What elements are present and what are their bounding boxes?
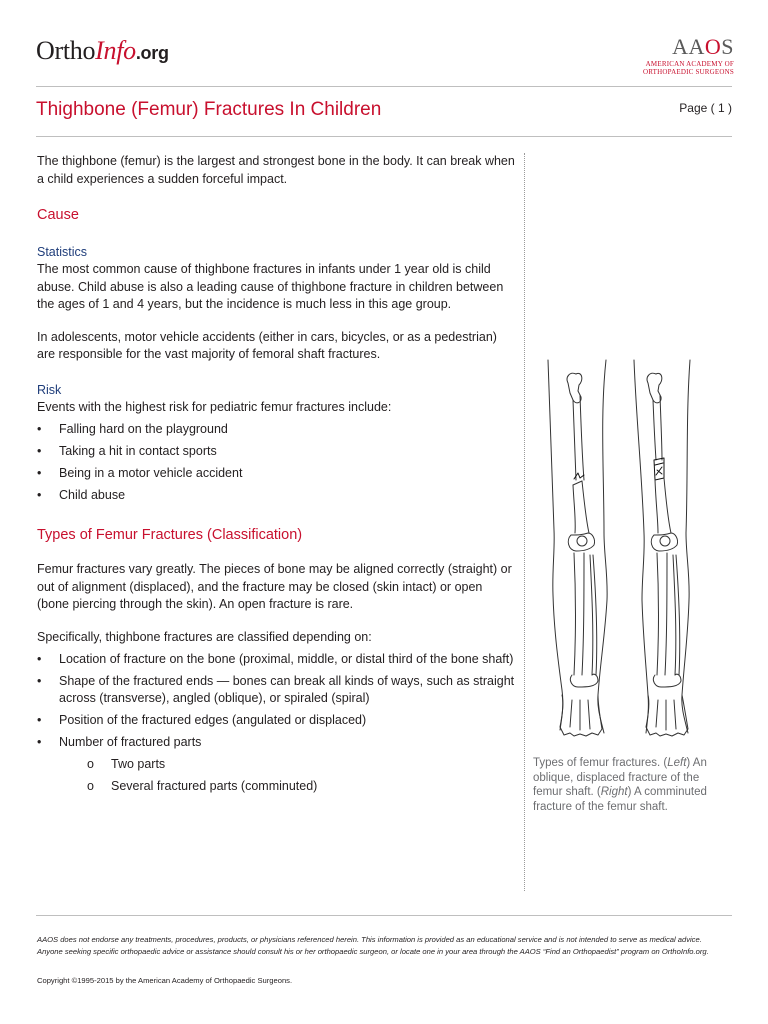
page-header: [0, 0, 768, 90]
caption-left-label: Left: [667, 757, 687, 769]
caption-text-2: ) An oblique, displaced fracture of the femur shaft. (: [533, 757, 707, 798]
fractured-parts-sublist: [37, 756, 515, 796]
page-title: Thighbone (Femur) Fractures In Children: [36, 99, 382, 120]
statistics-heading: Statistics: [37, 245, 88, 259]
caption-text-3: ) A comminuted fracture of the femur shaft.: [533, 786, 707, 813]
logo-org-text: .org: [135, 43, 169, 63]
article-body: [37, 153, 515, 796]
risk-heading: Risk: [37, 382, 62, 397]
femur-fracture-illustration: [538, 355, 734, 750]
logo-info-text: Info: [95, 36, 136, 65]
logo-ortho-text: Ortho: [36, 36, 96, 65]
aaos-mark-o: O: [704, 34, 722, 59]
aaos-line-1: AMERICAN ACADEMY OF: [645, 60, 734, 68]
title-divider: [36, 136, 732, 137]
aaos-logo[interactable]: [643, 36, 734, 76]
aaos-line-2: ORTHOPAEDIC SURGEONS: [642, 68, 734, 76]
header-divider: [36, 86, 732, 87]
list-item: • Being in a motor vehicle accident: [37, 465, 515, 483]
list-item: • Location of fracture on the bone (proximal, middle, or distal third of the bone shaft): [37, 651, 515, 669]
intro-paragraph: The thighbone (femur) is the largest and strongest bone in the body. It can break when a child experiences a sudden forceful impact.: [37, 154, 515, 186]
aaos-mark-aa: AA: [672, 34, 705, 59]
disclaimer-text: AAOS does not endorse any treatments, procedures, products, or physicians referenced herein. This information is provided as an educational service and is not intended to serve as medical advice. Anyone seeking specific orthopaedic advice or assistance should consult his or her orthopaedic surgeon, or locate one in your area through the AAOS “Find an Orthopaedist” program on OrthoInfo.org.: [37, 935, 709, 956]
list-item: o Several fractured parts (comminuted): [37, 778, 515, 796]
risk-intro: Events with the highest risk for pediatric femur fractures include:: [37, 399, 392, 414]
classification-list: [37, 651, 515, 752]
types-heading: Types of Femur Fractures (Classification): [37, 527, 303, 543]
caption-right-label: Right: [600, 786, 628, 798]
types-paragraph-1: Femur fractures vary greatly. The pieces of bone may be aligned correctly (straight) or out of alignment (displaced), and the fracture may be closed (skin intact) or open (bone piercing through the skin). An open fracture is rare.: [37, 562, 512, 611]
aaos-mark: [643, 36, 734, 58]
footer-divider: [36, 915, 732, 916]
right-leg-outline: [634, 360, 690, 736]
types-paragraph-2: Specifically, thighbone fractures are classified depending on:: [37, 629, 372, 644]
list-item: • Number of fractured parts: [37, 734, 515, 752]
list-item: • Position of the fractured edges (angulated or displaced): [37, 712, 515, 730]
list-item: • Taking a hit in contact sports: [37, 443, 515, 461]
list-item: o Two parts: [37, 756, 515, 774]
page-number: Page ( 1 ): [679, 101, 732, 115]
aaos-mark-s: S: [721, 34, 734, 59]
risk-list: [37, 421, 515, 505]
figure-caption: [533, 756, 713, 814]
cause-heading: Cause: [37, 207, 79, 223]
column-divider: [524, 153, 525, 891]
list-item: • Child abuse: [37, 487, 515, 505]
statistics-paragraph-1: The most common cause of thighbone fractures in infants under 1 year old is child abuse. Child abuse is also a leading cause of thighbone fracture in children between the ages of 1 and 4 years, but the incidence is much less in this age group.: [37, 262, 504, 311]
caption-text-1: Types of femur fractures. (: [533, 757, 668, 769]
list-item: • Falling hard on the playground: [37, 421, 515, 439]
left-leg-outline: [548, 360, 607, 736]
orthoinfo-logo[interactable]: [36, 36, 169, 68]
statistics-paragraph-2: In adolescents, motor vehicle accidents (either in cars, bicycles, or as a pedestrian) are responsible for the vast majority of femoral shaft fractures.: [37, 329, 497, 361]
copyright-text: Copyright ©1995-2015 by the American Academy of Orthopaedic Surgeons.: [37, 976, 293, 985]
list-item: • Shape of the fractured ends — bones can break all kinds of ways, such as straight across (transverse), angled (oblique), or spiraled (spiral): [37, 673, 515, 708]
